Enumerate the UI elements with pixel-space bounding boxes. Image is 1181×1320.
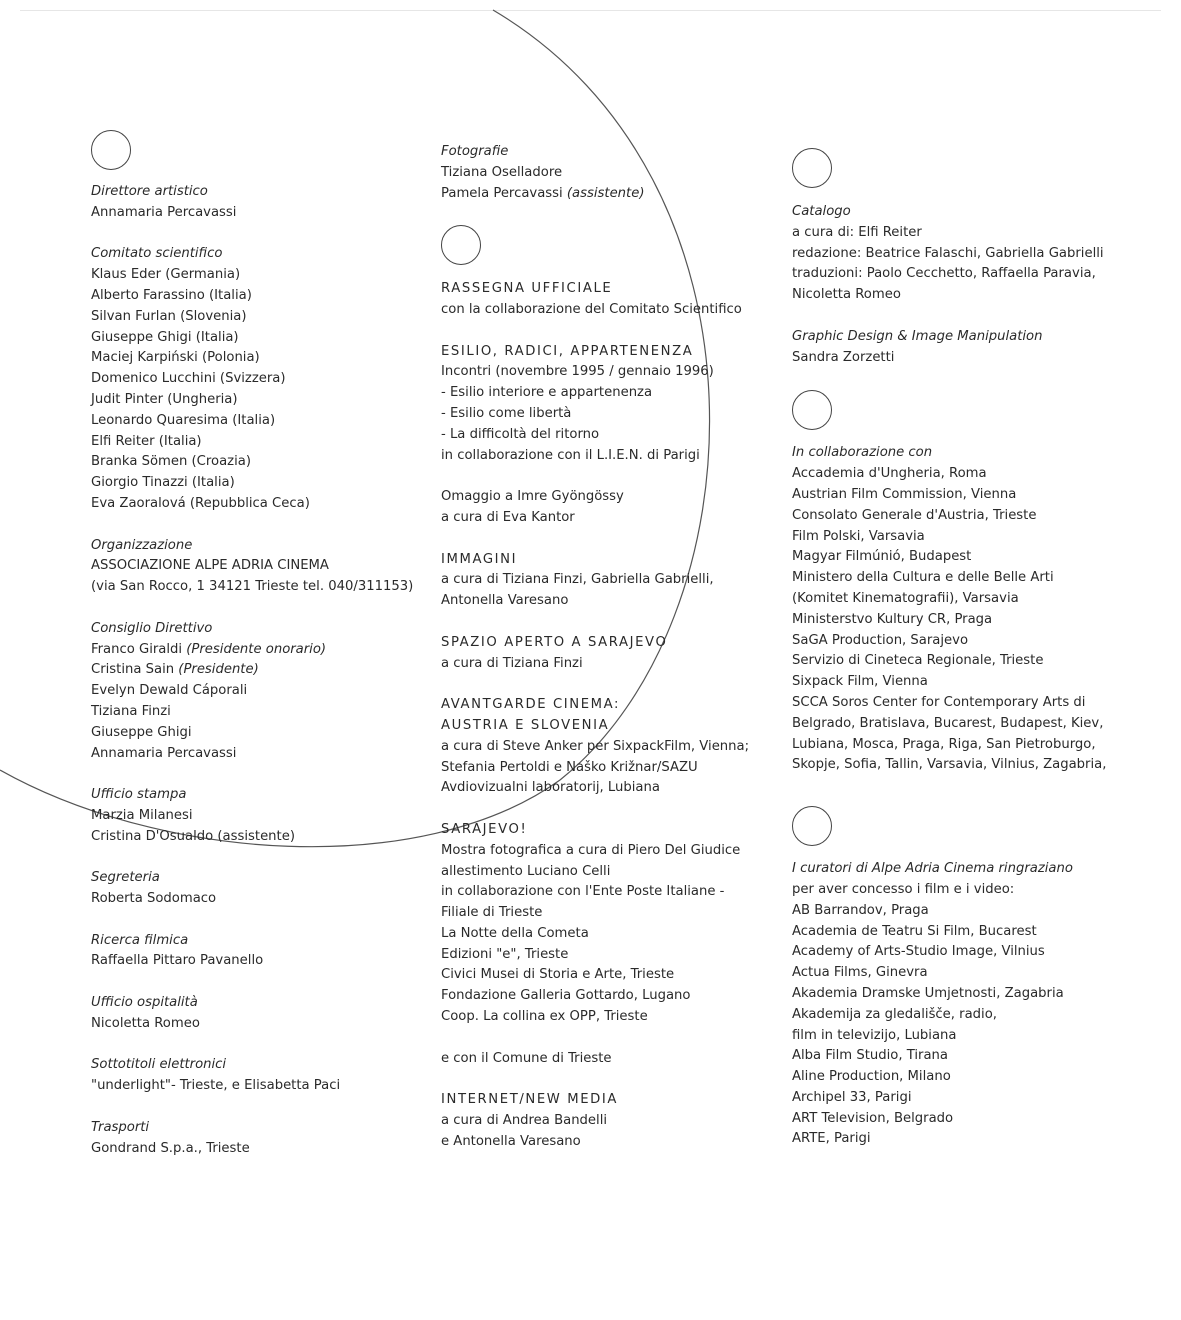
text-line: ARTE, Parigi — [792, 1131, 871, 1147]
text-line: Film Polski, Varsavia — [792, 528, 925, 544]
text-line: in collaborazione con l'Ente Poste Italiane - — [441, 884, 725, 900]
section-heading: IMMAGINI — [441, 551, 518, 567]
text-line: Mostra fotografica a cura di Piero Del Giudice — [441, 842, 741, 858]
text-line: Cristina Sain (Presidente) — [91, 662, 259, 678]
section-heading: SPAZIO APERTO A SARAJEVO — [441, 634, 668, 650]
text-line: Fondazione Galleria Gottardo, Lugano — [441, 988, 691, 1004]
text-line: Austrian Film Commission, Vienna — [792, 486, 1017, 502]
text-line: Klaus Eder (Germania) — [91, 267, 241, 283]
text-line: Actua Films, Ginevra — [792, 965, 928, 981]
text-line: Alba Film Studio, Tirana — [792, 1048, 948, 1064]
text-line: per aver concesso i film e i video: — [792, 881, 1015, 897]
circle-icon — [792, 148, 832, 188]
text-line: "underlight"- Trieste, e Elisabetta Paci — [91, 1078, 341, 1094]
text-line: Evelyn Dewald Cáporali — [91, 683, 248, 699]
text-line: a cura di Steve Anker per SixpackFilm, Vienna; — [441, 738, 750, 754]
text-line: Filiale di Trieste — [441, 905, 543, 921]
program-column — [441, 142, 771, 1153]
text-line: ASSOCIAZIONE ALPE ADRIA CINEMA — [91, 558, 329, 574]
staff-section — [91, 1055, 421, 1097]
text-line: Sandra Zorzetti — [792, 349, 895, 365]
text-line: Accademia d'Ungheria, Roma — [792, 466, 987, 482]
text-line: AB Barrandov, Praga — [792, 902, 929, 918]
text-line: Academy of Arts-Studio Image, Vilnius — [792, 944, 1045, 960]
text-line: redazione: Beatrice Falaschi, Gabriella Gabrielli — [792, 245, 1104, 261]
text-line: Skopje, Sofia, Tallin, Varsavia, Vilnius, Zagabria, — [792, 757, 1107, 773]
text-line: Tiziana Finzi — [91, 703, 171, 719]
text-line: Belgrado, Bratislava, Bucarest, Budapest, Kiev, — [792, 715, 1104, 731]
staff-section — [91, 182, 421, 224]
text-line: Annamaria Percavassi — [91, 745, 237, 761]
staff-section — [91, 868, 421, 910]
text-line: Roberta Sodomaco — [91, 891, 217, 907]
section-label: Ufficio stampa — [91, 787, 187, 803]
text-line: e con il Comune di Trieste — [441, 1050, 612, 1066]
text-line: allestimento Luciano Celli — [441, 863, 611, 879]
staff-section — [91, 993, 421, 1035]
section-heading: RASSEGNA UFFICIALE — [441, 281, 613, 297]
program-section — [441, 487, 771, 529]
text-line: Avdiovizualni laboratorij, Lubiana — [441, 780, 660, 796]
text-line: Eva Zaoralová (Repubblica Ceca) — [91, 495, 310, 511]
section-label: Ufficio ospitalità — [91, 995, 198, 1011]
text-line: ART Television, Belgrado — [792, 1110, 954, 1126]
text-line: Marzia Milanesi — [91, 807, 193, 823]
text-line: Archipel 33, Parigi — [792, 1089, 912, 1105]
circle-icon — [91, 130, 131, 170]
text-line: Tiziana Oselladore — [441, 164, 563, 180]
text-line: Academia de Teatru Si Film, Bucarest — [792, 923, 1037, 939]
program-section — [441, 279, 771, 321]
program-section — [441, 695, 771, 799]
text-line: a cura di Tiziana Finzi, Gabriella Gabrielli, — [441, 572, 714, 588]
text-line: Silvan Furlan (Slovenia) — [91, 308, 247, 324]
section-heading: ESILIO, RADICI, APPARTENENZA — [441, 343, 694, 359]
text-line: Pamela Percavassi (assistente) — [441, 185, 645, 201]
text-line: La Notte della Cometa — [441, 925, 589, 941]
text-line: Lubiana, Mosca, Praga, Riga, San Pietroburgo, — [792, 736, 1096, 752]
text-line: Nicoletta Romeo — [792, 287, 901, 303]
text-line: e Antonella Varesano — [441, 1133, 581, 1149]
program-section — [441, 342, 771, 467]
text-line: - La difficoltà del ritorno — [441, 426, 600, 442]
photo-credits — [441, 142, 771, 204]
text-line: Branka Sömen (Croazia) — [91, 454, 251, 470]
text-line: Edizioni "e", Trieste — [441, 946, 569, 962]
role-note: (Presidente) — [178, 662, 259, 678]
text-line: Giuseppe Ghigi — [91, 724, 192, 740]
text-line: Magyar Filmúnió, Budapest — [792, 549, 972, 565]
page-top-rule — [20, 10, 1161, 11]
text-line: Maciej Karpiński (Polonia) — [91, 350, 260, 366]
text-line: con la collaborazione del Comitato Scientifico — [441, 301, 742, 317]
text-line: SCCA Soros Center for Contemporary Arts di — [792, 694, 1086, 710]
staff-section — [91, 619, 421, 765]
staff-section — [91, 931, 421, 973]
text-line: a cura di Andrea Bandelli — [441, 1113, 608, 1129]
staff-section — [91, 536, 421, 598]
section-label: In collaborazione con — [792, 445, 933, 461]
section-label: Comitato scientifico — [91, 246, 223, 262]
staff-section — [91, 244, 421, 514]
section-label: Organizzazione — [91, 537, 193, 553]
program-section — [441, 1090, 771, 1152]
text-line: a cura di Eva Kantor — [441, 509, 575, 525]
section-label: Trasporti — [91, 1119, 150, 1135]
text-line: Akademija za gledališče, radio, — [792, 1006, 997, 1022]
text-line: Civici Musei di Storia e Arte, Trieste — [441, 967, 675, 983]
role-note: (assistente) — [566, 185, 645, 201]
text-line: Giorgio Tinazzi (Italia) — [91, 475, 235, 491]
text-line: Omaggio a Imre Gyöngössy — [441, 489, 624, 505]
text-line: Akademia Dramske Umjetnosti, Zagabria — [792, 985, 1064, 1001]
text-line: traduzioni: Paolo Cecchetto, Raffaella Paravia, — [792, 266, 1096, 282]
text-line: in collaborazione con il L.I.E.N. di Parigi — [441, 447, 700, 463]
text-line: Servizio di Cineteca Regionale, Trieste — [792, 653, 1044, 669]
thanks-section — [792, 859, 1162, 1150]
collaboration-section — [792, 443, 1162, 776]
section-heading: AUSTRIA E SLOVENIA — [441, 717, 610, 733]
section-label: Consiglio Direttivo — [91, 620, 213, 636]
text-line: Nicoletta Romeo — [91, 1015, 200, 1031]
section-label: Graphic Design & Image Manipulation — [792, 328, 1043, 344]
text-line: - Esilio come libertà — [441, 405, 572, 421]
text-line: Ministero della Cultura e delle Belle Arti — [792, 570, 1054, 586]
text-line: (Komitet Kinematografii), Varsavia — [792, 590, 1019, 606]
graphic-design-section — [792, 327, 1162, 369]
text-line: Alberto Farassino (Italia) — [91, 287, 252, 303]
text-line: Giuseppe Ghigi (Italia) — [91, 329, 239, 345]
text-line: a cura di: Elfi Reiter — [792, 224, 922, 240]
text-line: SaGA Production, Sarajevo — [792, 632, 969, 648]
text-line: Coop. La collina ex OPP, Trieste — [441, 1009, 648, 1025]
section-label: Direttore artistico — [91, 184, 208, 199]
text-line: Elfi Reiter (Italia) — [91, 433, 202, 449]
text-line: (via San Rocco, 1 34121 Trieste tel. 040/311153) — [91, 579, 414, 595]
text-line: Ministerstvo Kultury CR, Praga — [792, 611, 993, 627]
text-line: Antonella Varesano — [441, 593, 569, 609]
section-heading: INTERNET/NEW MEDIA — [441, 1092, 619, 1108]
catalogo-section — [792, 202, 1162, 306]
staff-column — [91, 130, 421, 1159]
circle-icon — [792, 806, 832, 846]
text-line: Gondrand S.p.a., Trieste — [91, 1140, 250, 1156]
section-heading: AVANTGARDE CINEMA: — [441, 697, 621, 713]
text-line: Domenico Lucchini (Svizzera) — [91, 371, 286, 387]
circle-icon — [441, 225, 481, 265]
text-line: Raffaella Pittaro Pavanello — [91, 953, 264, 969]
staff-section — [91, 785, 421, 847]
section-label: I curatori di Alpe Adria Cinema ringraziano — [792, 861, 1073, 877]
program-section — [441, 550, 771, 612]
staff-section — [91, 1118, 421, 1160]
program-sections — [441, 279, 771, 1152]
section-heading: SARAJEVO! — [441, 821, 528, 837]
section-label: Sottotitoli elettronici — [91, 1057, 227, 1073]
section-label: Ricerca filmica — [91, 932, 189, 948]
text-line: Leonardo Quaresima (Italia) — [91, 412, 276, 428]
text-line: Incontri (novembre 1995 / gennaio 1996) — [441, 364, 714, 380]
text-line: - Esilio interiore e appartenenza — [441, 385, 653, 401]
program-section — [441, 1049, 771, 1070]
section-label: Segreteria — [91, 870, 160, 886]
text-line: Franco Giraldi (Presidente onorario) — [91, 641, 327, 657]
text-line: Aline Production, Milano — [792, 1069, 951, 1085]
text-line: Consolato Generale d'Austria, Trieste — [792, 507, 1037, 523]
role-note: (Presidente onorario) — [186, 641, 327, 657]
section-label: Fotografie — [441, 144, 509, 159]
section-label: Catalogo — [792, 204, 851, 219]
program-section — [441, 633, 771, 675]
credits-column — [792, 148, 1162, 1150]
text-line: a cura di Tiziana Finzi — [441, 655, 583, 671]
text-line: Judit Pinter (Ungheria) — [91, 391, 238, 407]
text-line: Cristina D'Osualdo (assistente) — [91, 828, 295, 844]
text-line: Sixpack Film, Vienna — [792, 674, 928, 690]
circle-icon — [792, 390, 832, 430]
text-line: film in televizijo, Lubiana — [792, 1027, 957, 1043]
program-section — [441, 820, 771, 1028]
text-line: Stefania Pertoldi e Naško Križnar/SAZU — [441, 759, 698, 775]
text-line: Annamaria Percavassi — [91, 204, 237, 220]
